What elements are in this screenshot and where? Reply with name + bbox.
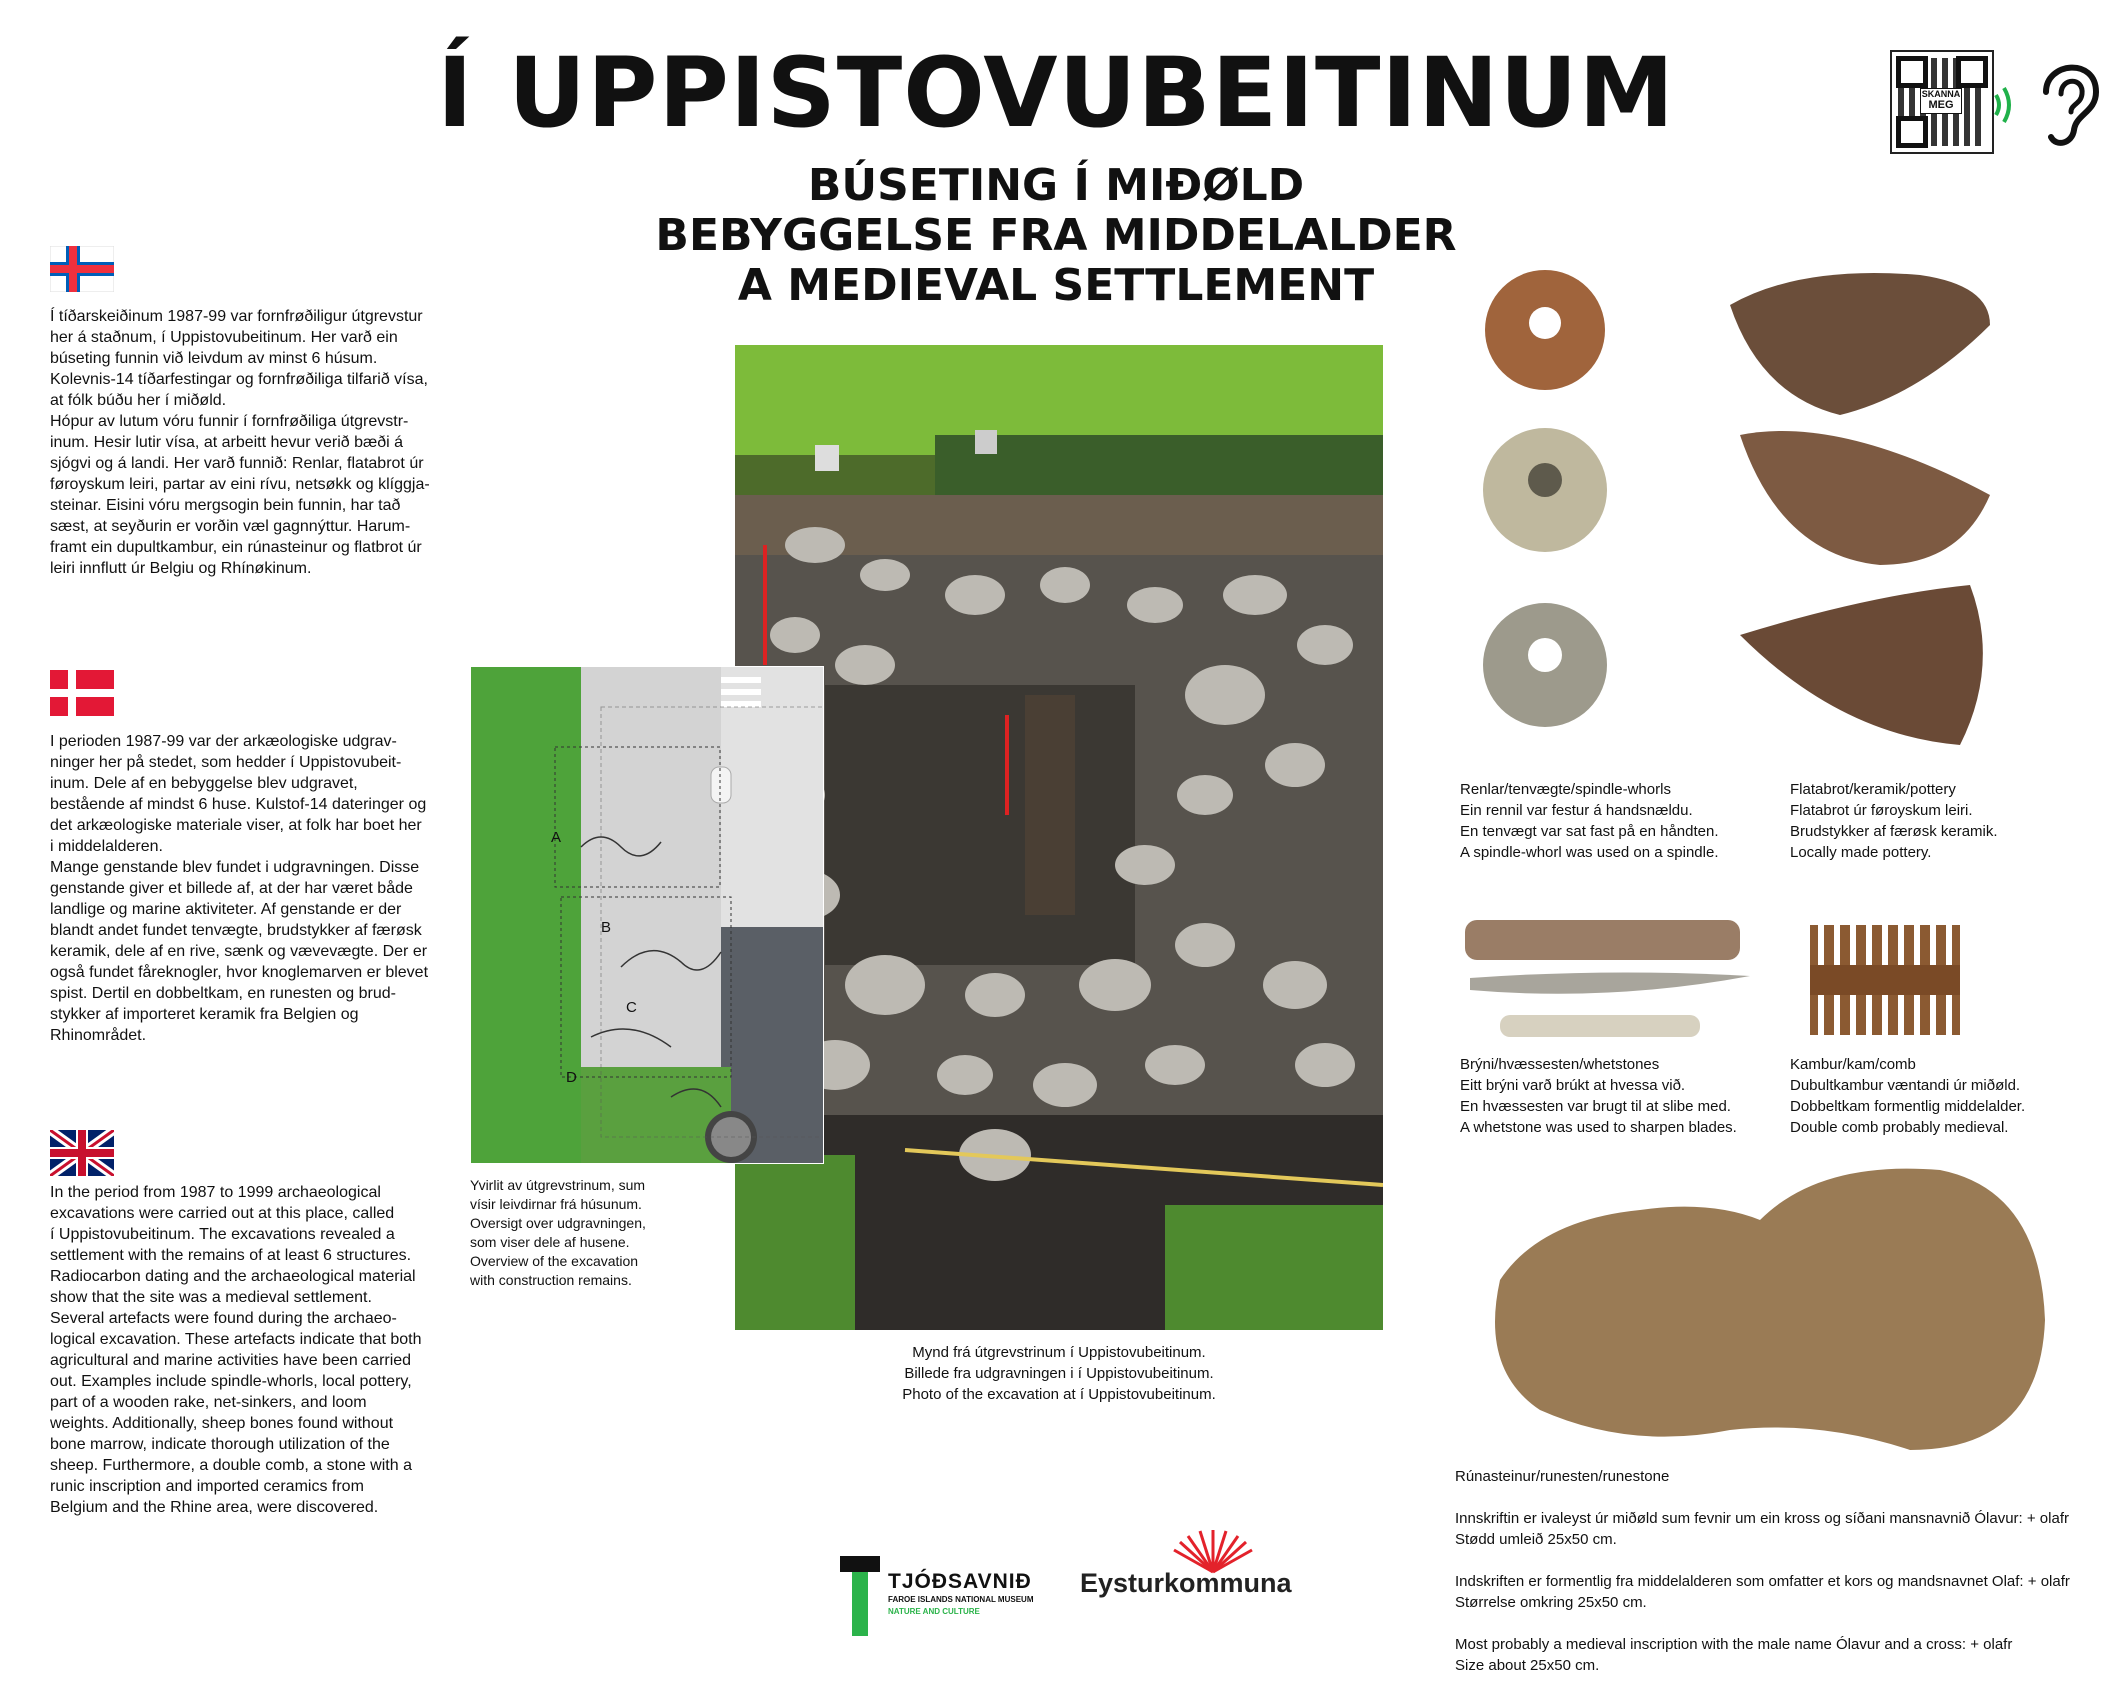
faroese-text: Í tíðarskeiðinum 1987-99 var fornfrøðiligur útgrevstur her á staðnum, í Uppistovubeitinum. Her varð ein búseting funnin við leivdum av minst 6 húsum. Kolevnis-14 tíðarfestingar og fornfrøðiliga tilfarið vísa, at fólk búðu her í miðøld. Hópur av lutum vóru funnir í fornfrøðiliga útgrevstr- inum. Hesir lutir vísa, at arbeitt hevur verið bæði á sjógvi og á landi. Her varð funnið: Renlar, flatabrot úr føroyskum leiri, partar av eini rívu, netsøkk og klíggja- steinar. Eisini vóru mergsogin bein funnin, har tað sæst, at seyðurin er vorðin væl gagnnýttur. Harum- framt ein dupultkambur, ein rúnasteinur og flatbrot úr leiri innflutt úr Belgiu og Rhínøkinum.: [50, 308, 430, 577]
whetstones-image: [1460, 910, 1760, 1050]
subtitle-faroese: BÚSETING Í MIÐØLD: [807, 160, 1305, 211]
ear-icon: [2026, 52, 2106, 152]
spindle-whorls-image: [1480, 265, 1610, 765]
overview-label-b: B: [601, 919, 612, 936]
comb-caption: Kambur/kam/comb Dubultkambur væntandi úr miðøld. Dobbeltkam formentlig middelalder. Double comb probably medieval.: [1790, 1056, 2026, 1136]
denmark-flag-icon: [50, 670, 114, 716]
subtitle-english: A MEDIEVAL SETTLEMENT: [737, 260, 1375, 311]
runestone-caption: Rúnasteinur/runesten/runestone Innskriftin er ivaleyst úr miðøld sum fevnir um ein kross og síðani mansnavnið Ólavur: + olafr Stødd umleið 25x50 cm. Indskriften er formentlig fra middelalderen som omfatter et kors og mandsnavnet Olaf: + olafr Størrelse omkring 25x50 cm. Most probably a medieval inscription with the male name Ólavur and a cross: + olafr Size about 25x50 cm.: [1455, 1468, 2070, 1674]
spindle-whorls-caption: Renlar/tenvægte/spindle-whorls Ein rennil var festur á handsnældu. En tenvægt var sat fast på en håndten. A spindle-whorl was used on a spindle.: [1460, 781, 1719, 861]
danish-text: I perioden 1987-99 var der arkæologiske udgrav- ninger her på stedet, som hedder í Uppistovubeit- inum. Dele af en bebyggelse blev udgravet, bestående af mindst 6 huse. Kulstof-14 dateringer og det arkæologiske materiale viser, at folk har boet her i middelalderen. Mange genstande blev fundet i udgravningen. Disse genstande giver et billede af, at der har været både landlige og marine aktiviteter. Af genstande er der blandt andet fundet tenvægte, brudstykker af færøsk keramik, dele af en rive, sænk og vævevægte. Der er også fundet fåreknogler, hvor knoglemarven er blevet spist. Dertil en dobbeltkam, en runesten og brud- stykker af importeret keramik fra Belgien og Rhinområdet.: [50, 733, 429, 1044]
overview-label-a: A: [551, 829, 562, 846]
overview-aerial-photo: [470, 666, 824, 1164]
museum-logo-name: TJÓÐSAVNIÐ: [888, 1570, 1032, 1593]
sound-waves-icon: [1990, 80, 2020, 130]
museum-logo-subtitle: FAROE ISLANDS NATIONAL MUSEUM: [888, 1595, 1034, 1604]
museum-logo-subtitle-2: NATURE AND CULTURE: [888, 1607, 980, 1616]
pottery-image: [1720, 265, 2000, 765]
overview-label-d: D: [566, 1069, 577, 1086]
tjodsavnid-logo-icon: [840, 1556, 880, 1636]
excavation-photo: [735, 345, 1383, 1330]
subtitle-danish: BEBYGGELSE FRA MIDDELALDER: [655, 210, 1457, 261]
excavation-caption: Mynd frá útgrevstrinum í Uppistovubeitinum. Billede fra udgravningen i í Uppistovubeitinum. Photo of the excavation at í Uppistovubeitinum.: [902, 1344, 1216, 1403]
faroe-flag-icon: [50, 246, 114, 292]
whetstones-caption: Brýni/hvæssesten/whetstones Eitt brýni varð brúkt at hvessa við. En hvæssesten var brugt til at slibe med. A whetstone was used to sharpen blades.: [1460, 1056, 1737, 1136]
overview-label-c: C: [626, 999, 637, 1016]
pottery-caption: Flatabrot/keramik/pottery Flatabrot úr føroyskum leiri. Brudstykker af færøsk keramik. Locally made pottery.: [1790, 781, 1998, 861]
page-title: Í UPPISTOVUBEITINUM: [437, 37, 1675, 149]
municipality-logo-name: Eysturkommuna: [1080, 1568, 1292, 1598]
comb-image: [1810, 925, 1960, 1035]
uk-flag-icon: [50, 1130, 114, 1176]
english-text: In the period from 1987 to 1999 archaeological excavations were carried out at this place, called í Uppistovubeitinum. The excavations revealed a settlement with the remains of at least 6 structures. Radiocarbon dating and the archaeological material show that the site was a medieval settlement. Several artefacts were found during the archaeo- logical excavation. These artefacts indicate that both agricultural and marine activities have been carried out. Examples include spindle-whorls, local pottery, part of a wooden rake, net-sinkers, and loom weights. Additionally, sheep bones found without bone marrow, indicate thorough utilization of the sheep. Furthermore, a double comb, a stone with a runic inscription and imported ceramics from Belgium and the Rhine area, were discovered.: [50, 1184, 422, 1516]
runestone-image: [1480, 1160, 2050, 1460]
overview-caption: Yvirlit av útgrevstrinum, sum vísir leivdirnar frá húsunum. Oversigt over udgravningen, som viser dele af husene. Overview of the excavation with construction remains.: [470, 1177, 646, 1288]
qr-label: SKANNA MEG: [1920, 88, 1962, 114]
qr-code[interactable]: [1890, 50, 1994, 154]
